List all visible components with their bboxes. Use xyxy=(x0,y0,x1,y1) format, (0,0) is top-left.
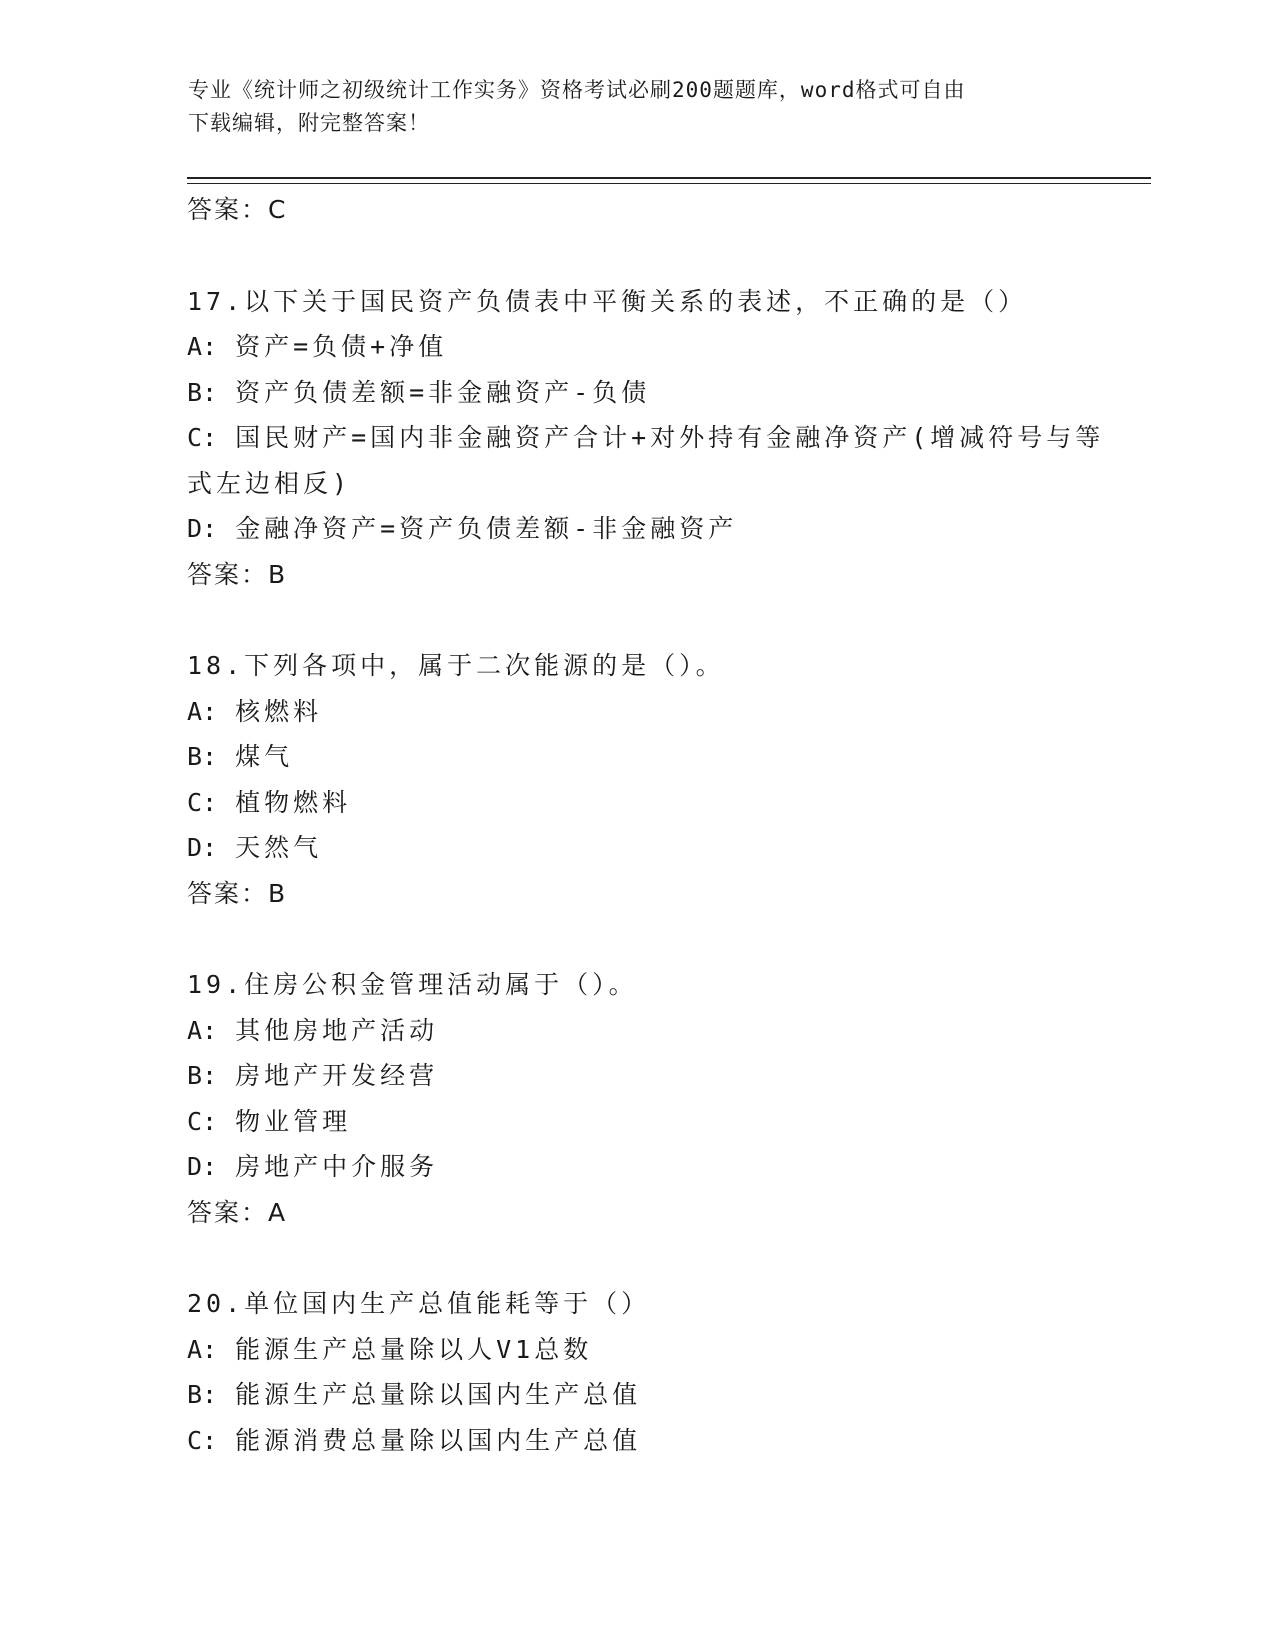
option-text: 资产负债差额=非金融资产-负债 xyxy=(235,377,651,407)
question-number: 18. xyxy=(187,651,245,680)
question-stem: 下列各项中，属于二次能源的是（）。 xyxy=(244,651,725,680)
option-label: A: xyxy=(187,696,218,726)
question-18-stem xyxy=(187,643,1107,689)
question-number: 19. xyxy=(187,970,245,999)
option-label: C: xyxy=(187,423,218,452)
option-label: D: xyxy=(187,1152,218,1181)
option-label: B: xyxy=(187,1380,218,1409)
document-header xyxy=(188,74,1068,140)
option-text: 房地产开发经营 xyxy=(235,1061,439,1090)
question-18-option-b xyxy=(187,734,1107,780)
answer-label: 答案： xyxy=(187,559,269,589)
answer-value: B xyxy=(268,878,288,908)
option-label: A: xyxy=(187,1015,218,1045)
option-label: D: xyxy=(187,833,218,862)
answer-value: B xyxy=(268,559,288,589)
answer-label: 答案： xyxy=(187,1197,269,1227)
option-label: A: xyxy=(187,1334,218,1364)
question-18-option-c xyxy=(187,780,1107,826)
question-19-option-b xyxy=(187,1053,1107,1099)
option-label: A: xyxy=(187,332,218,361)
question-20-option-b xyxy=(187,1372,1107,1418)
question-19-option-a xyxy=(187,1008,1107,1054)
option-label: B: xyxy=(187,377,218,407)
question-18-option-a xyxy=(187,689,1107,735)
question-content xyxy=(187,187,1107,1463)
option-text: 能源生产总量除以国内生产总值 xyxy=(235,1380,642,1409)
header-rule-thin xyxy=(187,183,1151,184)
question-18-option-d xyxy=(187,825,1107,871)
question-number: 17. xyxy=(187,286,245,316)
answer-label: 答案： xyxy=(187,878,269,908)
option-text: 房地产中介服务 xyxy=(235,1152,439,1181)
option-label: C: xyxy=(187,1425,218,1455)
question-17-stem xyxy=(187,279,1107,325)
header-line-2: 下载编辑，附完整答案！ xyxy=(188,111,430,135)
answer-value: C xyxy=(268,195,288,224)
option-text: 天然气 xyxy=(235,833,323,862)
question-19-stem xyxy=(187,962,1107,1008)
answer-value: A xyxy=(268,1197,288,1227)
question-19-option-c xyxy=(187,1099,1107,1145)
question-20-option-a xyxy=(187,1327,1107,1373)
header-rule-thick xyxy=(187,177,1151,179)
question-stem: 以下关于国民资产负债表中平衡关系的表述，不正确的是（） xyxy=(244,286,1028,316)
option-text: 物业管理 xyxy=(235,1106,352,1136)
question-17-option-b xyxy=(187,370,1107,416)
header-line-1: 专业《统计师之初级统计工作实务》资格考试必刷200题题库，word格式可自由 xyxy=(188,78,966,102)
question-17-option-d xyxy=(187,506,1107,552)
option-label: C: xyxy=(187,787,218,817)
question-17-option-c xyxy=(187,415,1107,506)
question-17-option-a xyxy=(187,324,1107,370)
question-19-option-d xyxy=(187,1144,1107,1190)
option-text: 金融净资产=资产负债差额-非金融资产 xyxy=(235,514,738,543)
option-text: 煤气 xyxy=(235,742,294,771)
option-text: 能源生产总量除以人V1总数 xyxy=(235,1334,593,1364)
option-label: B: xyxy=(187,1061,218,1090)
option-label: D: xyxy=(187,514,218,543)
prev-answer xyxy=(187,187,1107,233)
question-17-answer xyxy=(187,552,1107,598)
option-text: 国民财产=国内非金融资产合计+对外持有金融净资产(增减符号与等式左边相反) xyxy=(187,423,1105,498)
question-20-stem xyxy=(187,1281,1107,1327)
option-text: 植物燃料 xyxy=(235,787,352,817)
answer-label: 答案： xyxy=(187,195,269,224)
option-text: 核燃料 xyxy=(235,696,323,726)
option-label: B: xyxy=(187,742,218,771)
option-label: C: xyxy=(187,1106,218,1136)
question-number: 20. xyxy=(187,1289,245,1318)
question-19-answer xyxy=(187,1190,1107,1236)
question-18-answer xyxy=(187,871,1107,917)
option-text: 资产=负债+净值 xyxy=(235,332,448,361)
question-stem: 住房公积金管理活动属于（）。 xyxy=(244,970,638,999)
option-text: 其他房地产活动 xyxy=(235,1015,439,1045)
option-text: 能源消费总量除以国内生产总值 xyxy=(235,1425,642,1455)
question-20-option-c xyxy=(187,1418,1107,1464)
question-stem: 单位国内生产总值能耗等于（） xyxy=(244,1289,651,1318)
